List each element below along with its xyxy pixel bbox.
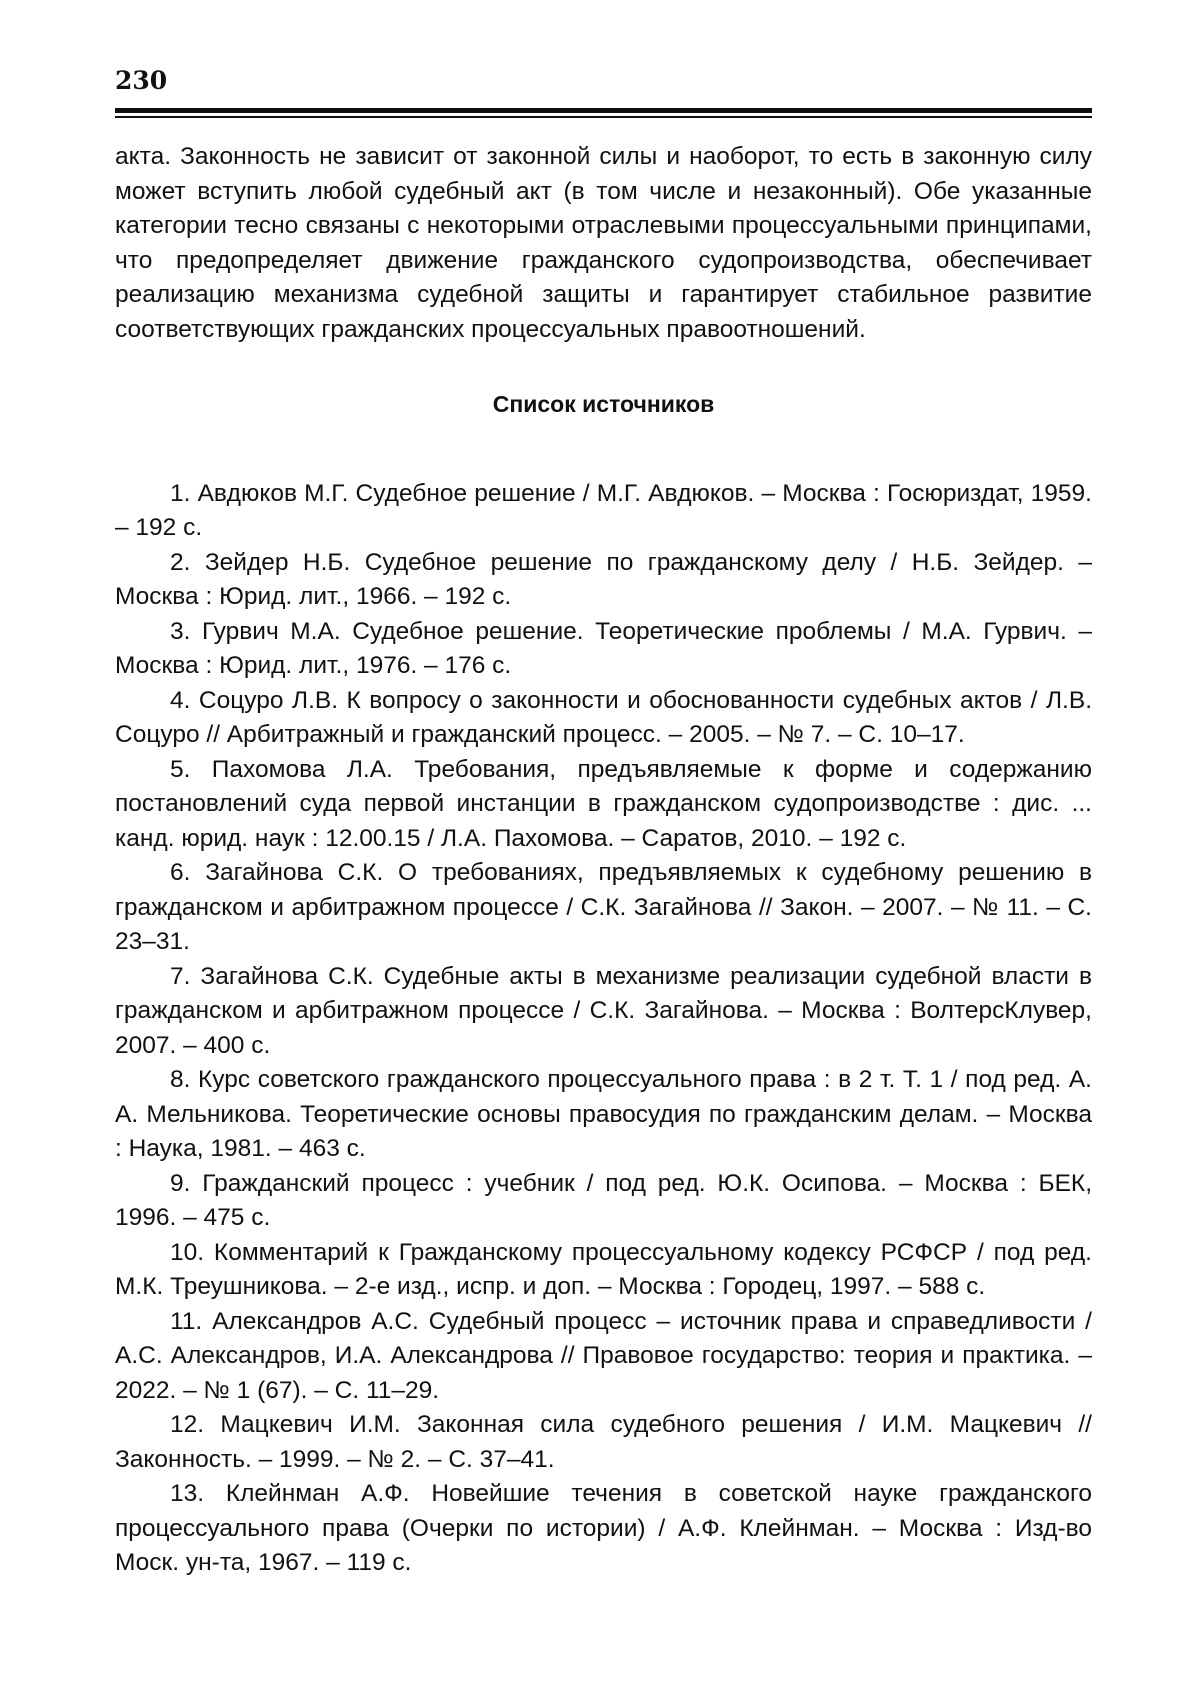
reference-list (115, 477, 1092, 1581)
reference-item: 4. Соцуро Л.В. К вопросу о законности и обоснованности судебных актов / Л.В. Соцуро // Арбитражный и гражданский процесс. – 2005. – № 7. – С. 10–17. (115, 686, 1092, 748)
reference-item: 10. Комментарий к Гражданскому процессуальному кодексу РСФСР / под ред. М.К. Треушникова. – 2-е изд., испр. и доп. – Москва : Городец, 1997. – 588 с. (115, 1238, 1092, 1300)
reference-item: 6. Загайнова С.К. О требованиях, предъявляемых к судебному решению в гражданском и арбитражном процессе / С.К. Загайнова // Закон. – 2007. – № 11. – С. 23–31. (115, 859, 1092, 955)
page-number: 230 (115, 66, 168, 95)
reference-item: 3. Гурвич М.А. Судебное решение. Теоретические проблемы / М.А. Гурвич. – Москва : Юрид. лит., 1976. – 176 с. (115, 617, 1092, 679)
page-body (115, 140, 1092, 1581)
reference-item: 2. Зейдер Н.Б. Судебное решение по гражданскому делу / Н.Б. Зейдер. – Москва : Юрид. лит., 1966. – 192 с. (115, 548, 1092, 610)
reference-item: 5. Пахомова Л.А. Требования, предъявляемые к форме и содержанию постановлений суда первой инстанции в гражданском судопроизводстве : дис. ... канд. юрид. наук : 12.00.15 / Л.А. Пахомова. – Саратов, 2010. – 192 с. (115, 755, 1092, 852)
header-rule-thin (115, 116, 1092, 118)
reference-item: 11. Александров А.С. Судебный процесс – источник права и справедливости / А.С. Александров, И.А. Александрова // Правовое государство: теория и практика. – 2022. – № 1 (67). – С. 11–29. (115, 1307, 1092, 1404)
reference-item: 1. Авдюков М.Г. Судебное решение / М.Г. Авдюков. – Москва : Госюриздат, 1959. – 192 с. (115, 479, 1092, 541)
reference-item: 8. Курс советского гражданского процессуального права : в 2 т. Т. 1 / под ред. А. А. Мельникова. Теоретические основы правосудия по гражданским делам. – Москва : Наука, 1981. – 463 с. (115, 1066, 1092, 1162)
reference-item: 13. Клейнман А.Ф. Новейшие течения в советской науке гражданского процессуального права (Очерки по истории) / А.Ф. Клейнман. – Москва : Изд-во Моск. ун-та, 1967. – 119 с. (115, 1480, 1092, 1576)
intro-paragraph: акта. Законность не зависит от законной силы и наоборот, то есть в законную силу может вступить любой судебный акт (в том числе и незаконный). Обе указанные категории тесно связаны с некоторыми отраслевыми процессуальными принципами, что предопределяет движение гражданского судопроизводства, обеспечивает реализацию механизма судебной защиты и гарантирует стабильное развитие соответствующих гражданских процессуальных правоотношений. (115, 143, 1092, 343)
header-rule-thick (115, 108, 1092, 113)
section-title: Список источников (492, 391, 715, 417)
reference-item: 12. Мацкевич И.М. Законная сила судебного решения / И.М. Мацкевич // Законность. – 1999. – № 2. – С. 37–41. (115, 1411, 1092, 1473)
reference-item: 7. Загайнова С.К. Судебные акты в механизме реализации судебной власти в гражданском и арбитражном процессе / С.К. Загайнова. – Москва : ВолтерсКлувер, 2007. – 400 с. (115, 962, 1092, 1059)
reference-item: 9. Гражданский процесс : учебник / под ред. Ю.К. Осипова. – Москва : БЕК, 1996. – 475 с. (115, 1169, 1092, 1231)
